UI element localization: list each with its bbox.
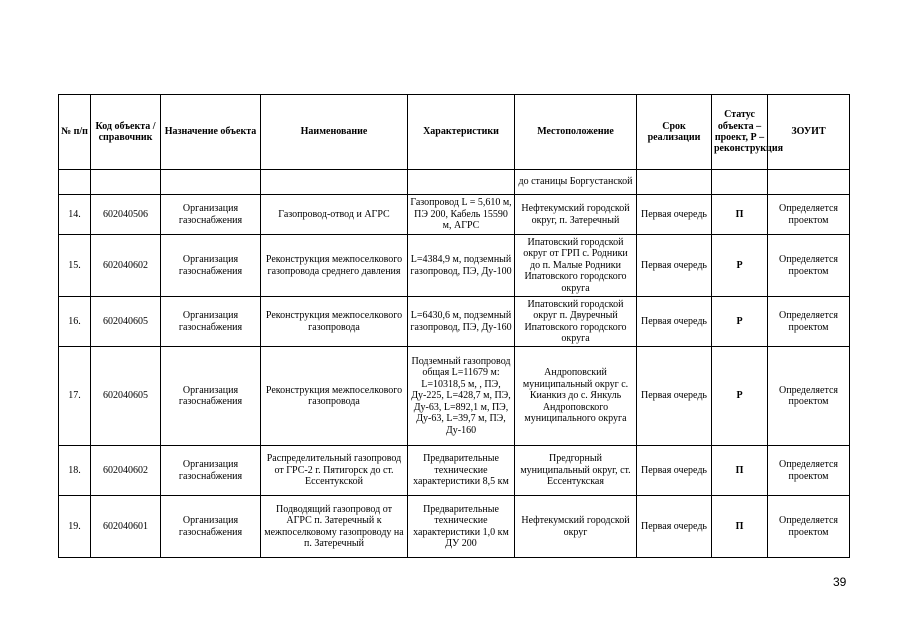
cell-code: 602040601 (91, 496, 161, 558)
cell-num: 14. (59, 195, 91, 235)
cell-num: 17. (59, 347, 91, 446)
cell-purpose: Организация газоснабжения (161, 347, 261, 446)
cell-code: 602040605 (91, 297, 161, 347)
table-row (59, 235, 850, 297)
cell-name: Реконструкция межпоселкового газопровода (261, 347, 408, 446)
cell-purpose: Организация газоснабжения (161, 297, 261, 347)
cell-characteristics: L=6430,6 м, подземный газопровод, ПЭ, Ду-160 (408, 297, 515, 347)
cell-code: 602040602 (91, 235, 161, 297)
cell-term: Первая очередь (637, 347, 712, 446)
cell-characteristics: Предварительные технические характеристики 1,0 км ДУ 200 (408, 496, 515, 558)
header-term: Срок реализации (637, 95, 712, 170)
cell-code: 602040605 (91, 347, 161, 446)
cell-status: П (712, 496, 768, 558)
header-zouit: ЗОУИТ (768, 95, 850, 170)
cell-purpose: Организация газоснабжения (161, 195, 261, 235)
cell-location: Ипатовский городской округ от ГРП с. Родники до п. Малые Родники Ипатовского городского округа (515, 235, 637, 297)
cell-name: Подводящий газопровод от АГРС п. Затеречный к межпоселковому газопроводу на п. Затеречный (261, 496, 408, 558)
cell-empty (712, 170, 768, 195)
cell-status: Р (712, 347, 768, 446)
cell-zouit: Определяется проектом (768, 235, 850, 297)
cell-code: 602040602 (91, 446, 161, 496)
cell-status: П (712, 446, 768, 496)
cell-characteristics: L=4384,9 м, подземный газопровод, ПЭ, Ду-100 (408, 235, 515, 297)
cell-location: Нефтекумский городской округ, п. Затеречный (515, 195, 637, 235)
cell-purpose: Организация газоснабжения (161, 496, 261, 558)
cell-zouit: Определяется проектом (768, 297, 850, 347)
header-location: Местоположение (515, 95, 637, 170)
cell-location: Нефтекумский городской округ (515, 496, 637, 558)
cell-zouit: Определяется проектом (768, 195, 850, 235)
cell-empty (408, 170, 515, 195)
cell-characteristics: Подземный газопровод общая L=11679 м: L=10318,5 м, , ПЭ, Ду-225, L=428,7 м, ПЭ, Ду-63, L=892,1 м, ПЭ, Ду-63, L=39,7 м, ПЭ, Ду-160 (408, 347, 515, 446)
cell-location: Предгорный муниципальный округ, ст. Ессентукская (515, 446, 637, 496)
header-purpose: Назначение объекта (161, 95, 261, 170)
table-header-row (59, 95, 850, 170)
table-row (59, 195, 850, 235)
table-row (59, 446, 850, 496)
cell-purpose: Организация газоснабжения (161, 235, 261, 297)
cell-empty (91, 170, 161, 195)
cell-empty (59, 170, 91, 195)
objects-table (58, 94, 850, 558)
cell-zouit: Определяется проектом (768, 496, 850, 558)
cell-status: П (712, 195, 768, 235)
cell-num: 16. (59, 297, 91, 347)
cell-characteristics: Газопровод L = 5,610 м, ПЭ 200, Кабель 15590 м, АГРС (408, 195, 515, 235)
table-row (59, 347, 850, 446)
cell-characteristics: Предварительные технические характеристики 8,5 км (408, 446, 515, 496)
page-number: 39 (833, 575, 847, 589)
cell-empty (261, 170, 408, 195)
cell-location: Андроповский муниципальный округ с. Кианкиз до с. Янкуль Андроповского муниципального округа (515, 347, 637, 446)
header-code: Код объекта / справочник (91, 95, 161, 170)
cell-zouit: Определяется проектом (768, 347, 850, 446)
cell-term: Первая очередь (637, 235, 712, 297)
header-status: Статус объекта – проект, Р – реконструкция (712, 95, 768, 170)
cell-num: 15. (59, 235, 91, 297)
cell-term: Первая очередь (637, 195, 712, 235)
cell-term: Первая очередь (637, 446, 712, 496)
cell-num: 18. (59, 446, 91, 496)
table-row (59, 496, 850, 558)
cell-location: Ипатовский городской округ п. Двуречный Ипатовского городского округа (515, 297, 637, 347)
cell-location: до станицы Боргустанской (515, 170, 637, 195)
cell-term: Первая очередь (637, 297, 712, 347)
cell-term: Первая очередь (637, 496, 712, 558)
cell-status: Р (712, 297, 768, 347)
cell-empty (768, 170, 850, 195)
header-name: Наименование (261, 95, 408, 170)
cell-code: 602040506 (91, 195, 161, 235)
header-characteristics: Характеристики (408, 95, 515, 170)
cell-name: Распределительный газопровод от ГРС-2 г. Пятигорск до ст. Ессентукской (261, 446, 408, 496)
cell-num: 19. (59, 496, 91, 558)
cell-empty (637, 170, 712, 195)
cell-status: Р (712, 235, 768, 297)
cell-zouit: Определяется проектом (768, 446, 850, 496)
cell-name: Газопровод-отвод и АГРС (261, 195, 408, 235)
continuation-row (59, 170, 850, 195)
cell-name: Реконструкция межпоселкового газопровода среднего давления (261, 235, 408, 297)
cell-purpose: Организация газоснабжения (161, 446, 261, 496)
cell-empty (161, 170, 261, 195)
table-row (59, 297, 850, 347)
header-num: № п/п (59, 95, 91, 170)
cell-name: Реконструкция межпоселкового газопровода (261, 297, 408, 347)
